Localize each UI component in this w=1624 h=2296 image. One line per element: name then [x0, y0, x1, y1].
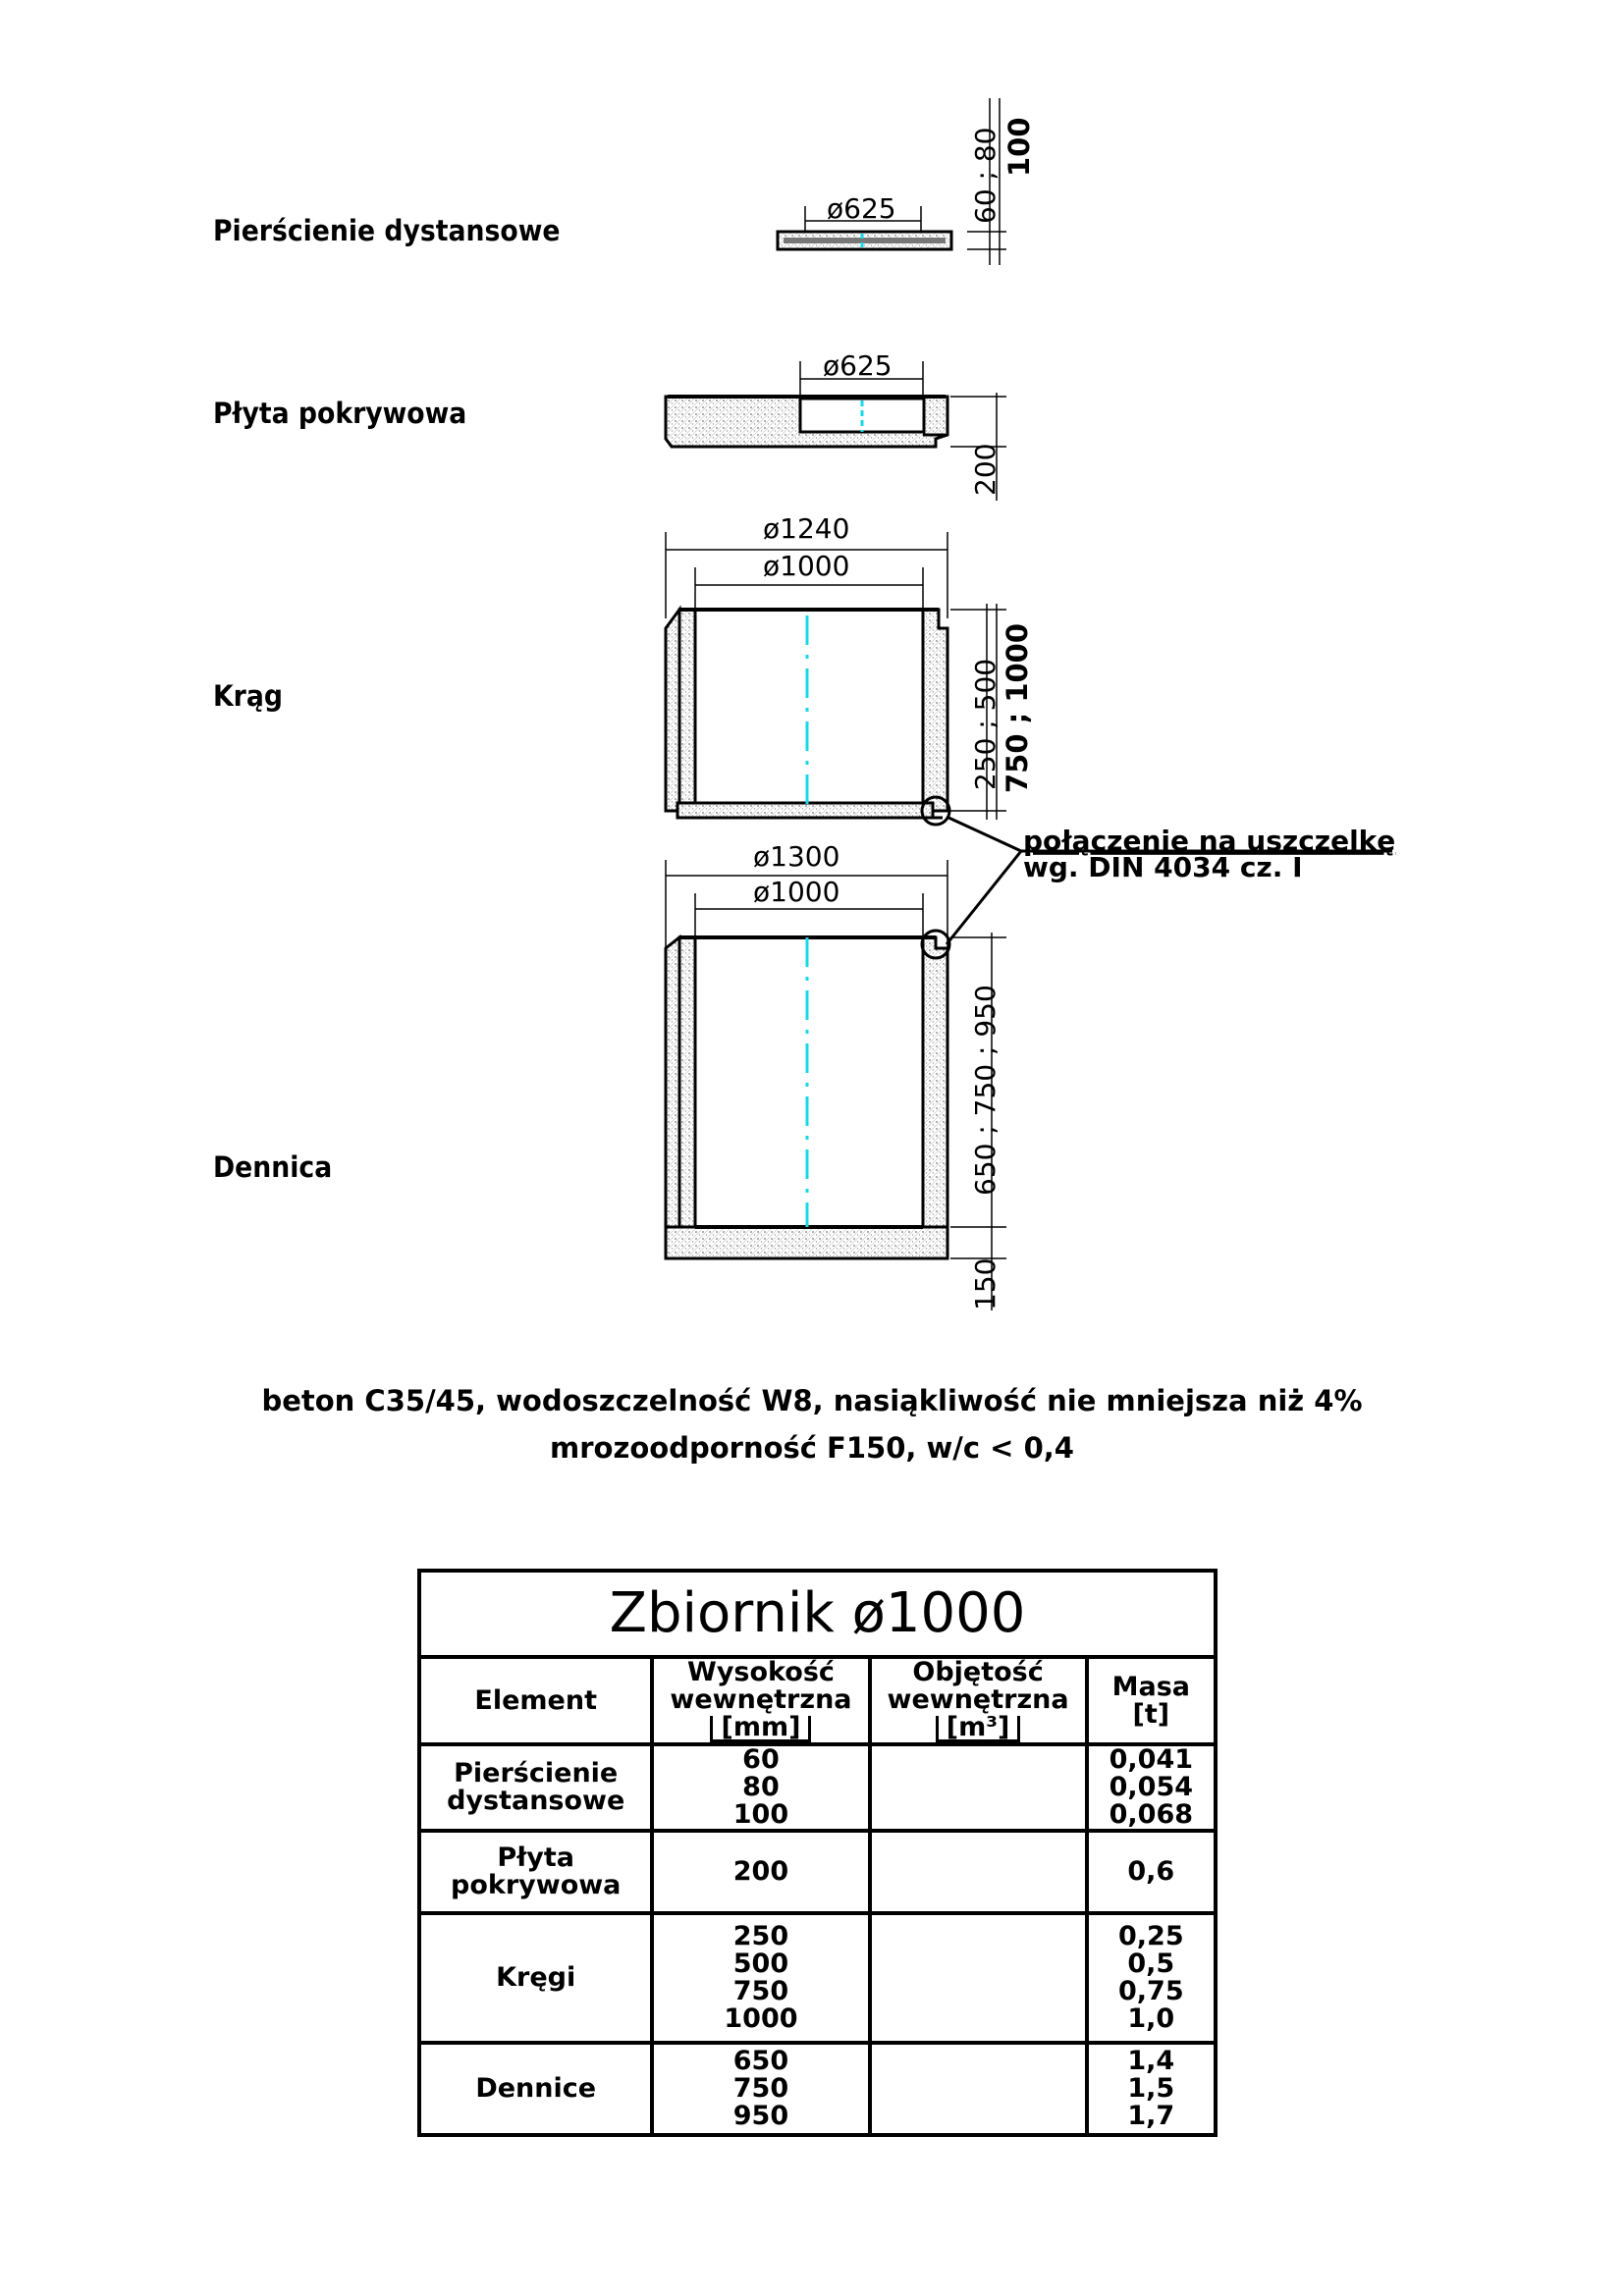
spacer-dia-text: ø625	[827, 192, 896, 225]
spec-table	[417, 1569, 1218, 2137]
concrete-note-line2: mrozoodporność F150, w/c < 0,4	[550, 1431, 1074, 1465]
base-height-text: 650 ; 750 ; 950	[969, 985, 1001, 1196]
ring-outer-text: ø1240	[763, 512, 850, 545]
joint-leader	[947, 817, 1395, 944]
base-inner-text: ø1000	[753, 876, 840, 908]
base-outer-text: ø1300	[753, 840, 840, 873]
ring-height2-text: 750 ; 1000	[1001, 622, 1034, 793]
ring-inner-text: ø1000	[763, 550, 850, 582]
table-row: Dennice 650 750 950 1,4 1,5 1,7	[419, 2043, 1216, 2135]
base-drawing	[666, 840, 1006, 1310]
joint-note-line1: połączenie na uszczelkę	[1023, 825, 1396, 857]
table-row: Pierścienie dystansowe 60 80 100 0,041 0,054 0,068	[419, 1744, 1216, 1831]
table-row: Kręgi 250 500 750 1000 0,25 0,5 0,75 1,0	[419, 1913, 1216, 2043]
concrete-note-line1: beton C35/45, wodoszczelność W8, nasiąkliwość nie mniejsza niż 4%	[261, 1384, 1363, 1417]
label-spacer-rings: Pierścienie dystansowe	[213, 214, 561, 247]
table-title: Zbiornik ø1000	[419, 1571, 1216, 1657]
header-element: Element	[419, 1657, 652, 1744]
header-volume: Objętość wewnętrzna [m³]	[870, 1657, 1087, 1744]
header-mass: Masa [t]	[1087, 1657, 1216, 1744]
cover-slab-drawing	[666, 349, 1006, 501]
base-bottom-text: 150	[969, 1257, 1001, 1310]
joint-note-line2: wg. DIN 4034 cz. I	[1023, 851, 1303, 883]
label-base: Dennica	[213, 1150, 333, 1184]
slab-dia-text: ø625	[823, 349, 893, 382]
spacer-height-text: 60 ; 80	[969, 127, 1001, 224]
label-cover-slab: Płyta pokrywowa	[213, 397, 467, 430]
table-header-row	[419, 1657, 1216, 1744]
ring-height-text: 250 ; 500	[969, 658, 1001, 790]
header-height: Wysokość wewnętrzna [mm]	[652, 1657, 869, 1744]
table-row: Płyta pokrywowa 200 0,6	[419, 1831, 1216, 1913]
label-ring: Krąg	[213, 679, 283, 713]
ring-drawing	[666, 512, 1034, 825]
slab-height-text: 200	[969, 443, 1001, 496]
spacer-total-text: 100	[1002, 117, 1036, 177]
spacer-ring-drawing	[778, 98, 1036, 265]
